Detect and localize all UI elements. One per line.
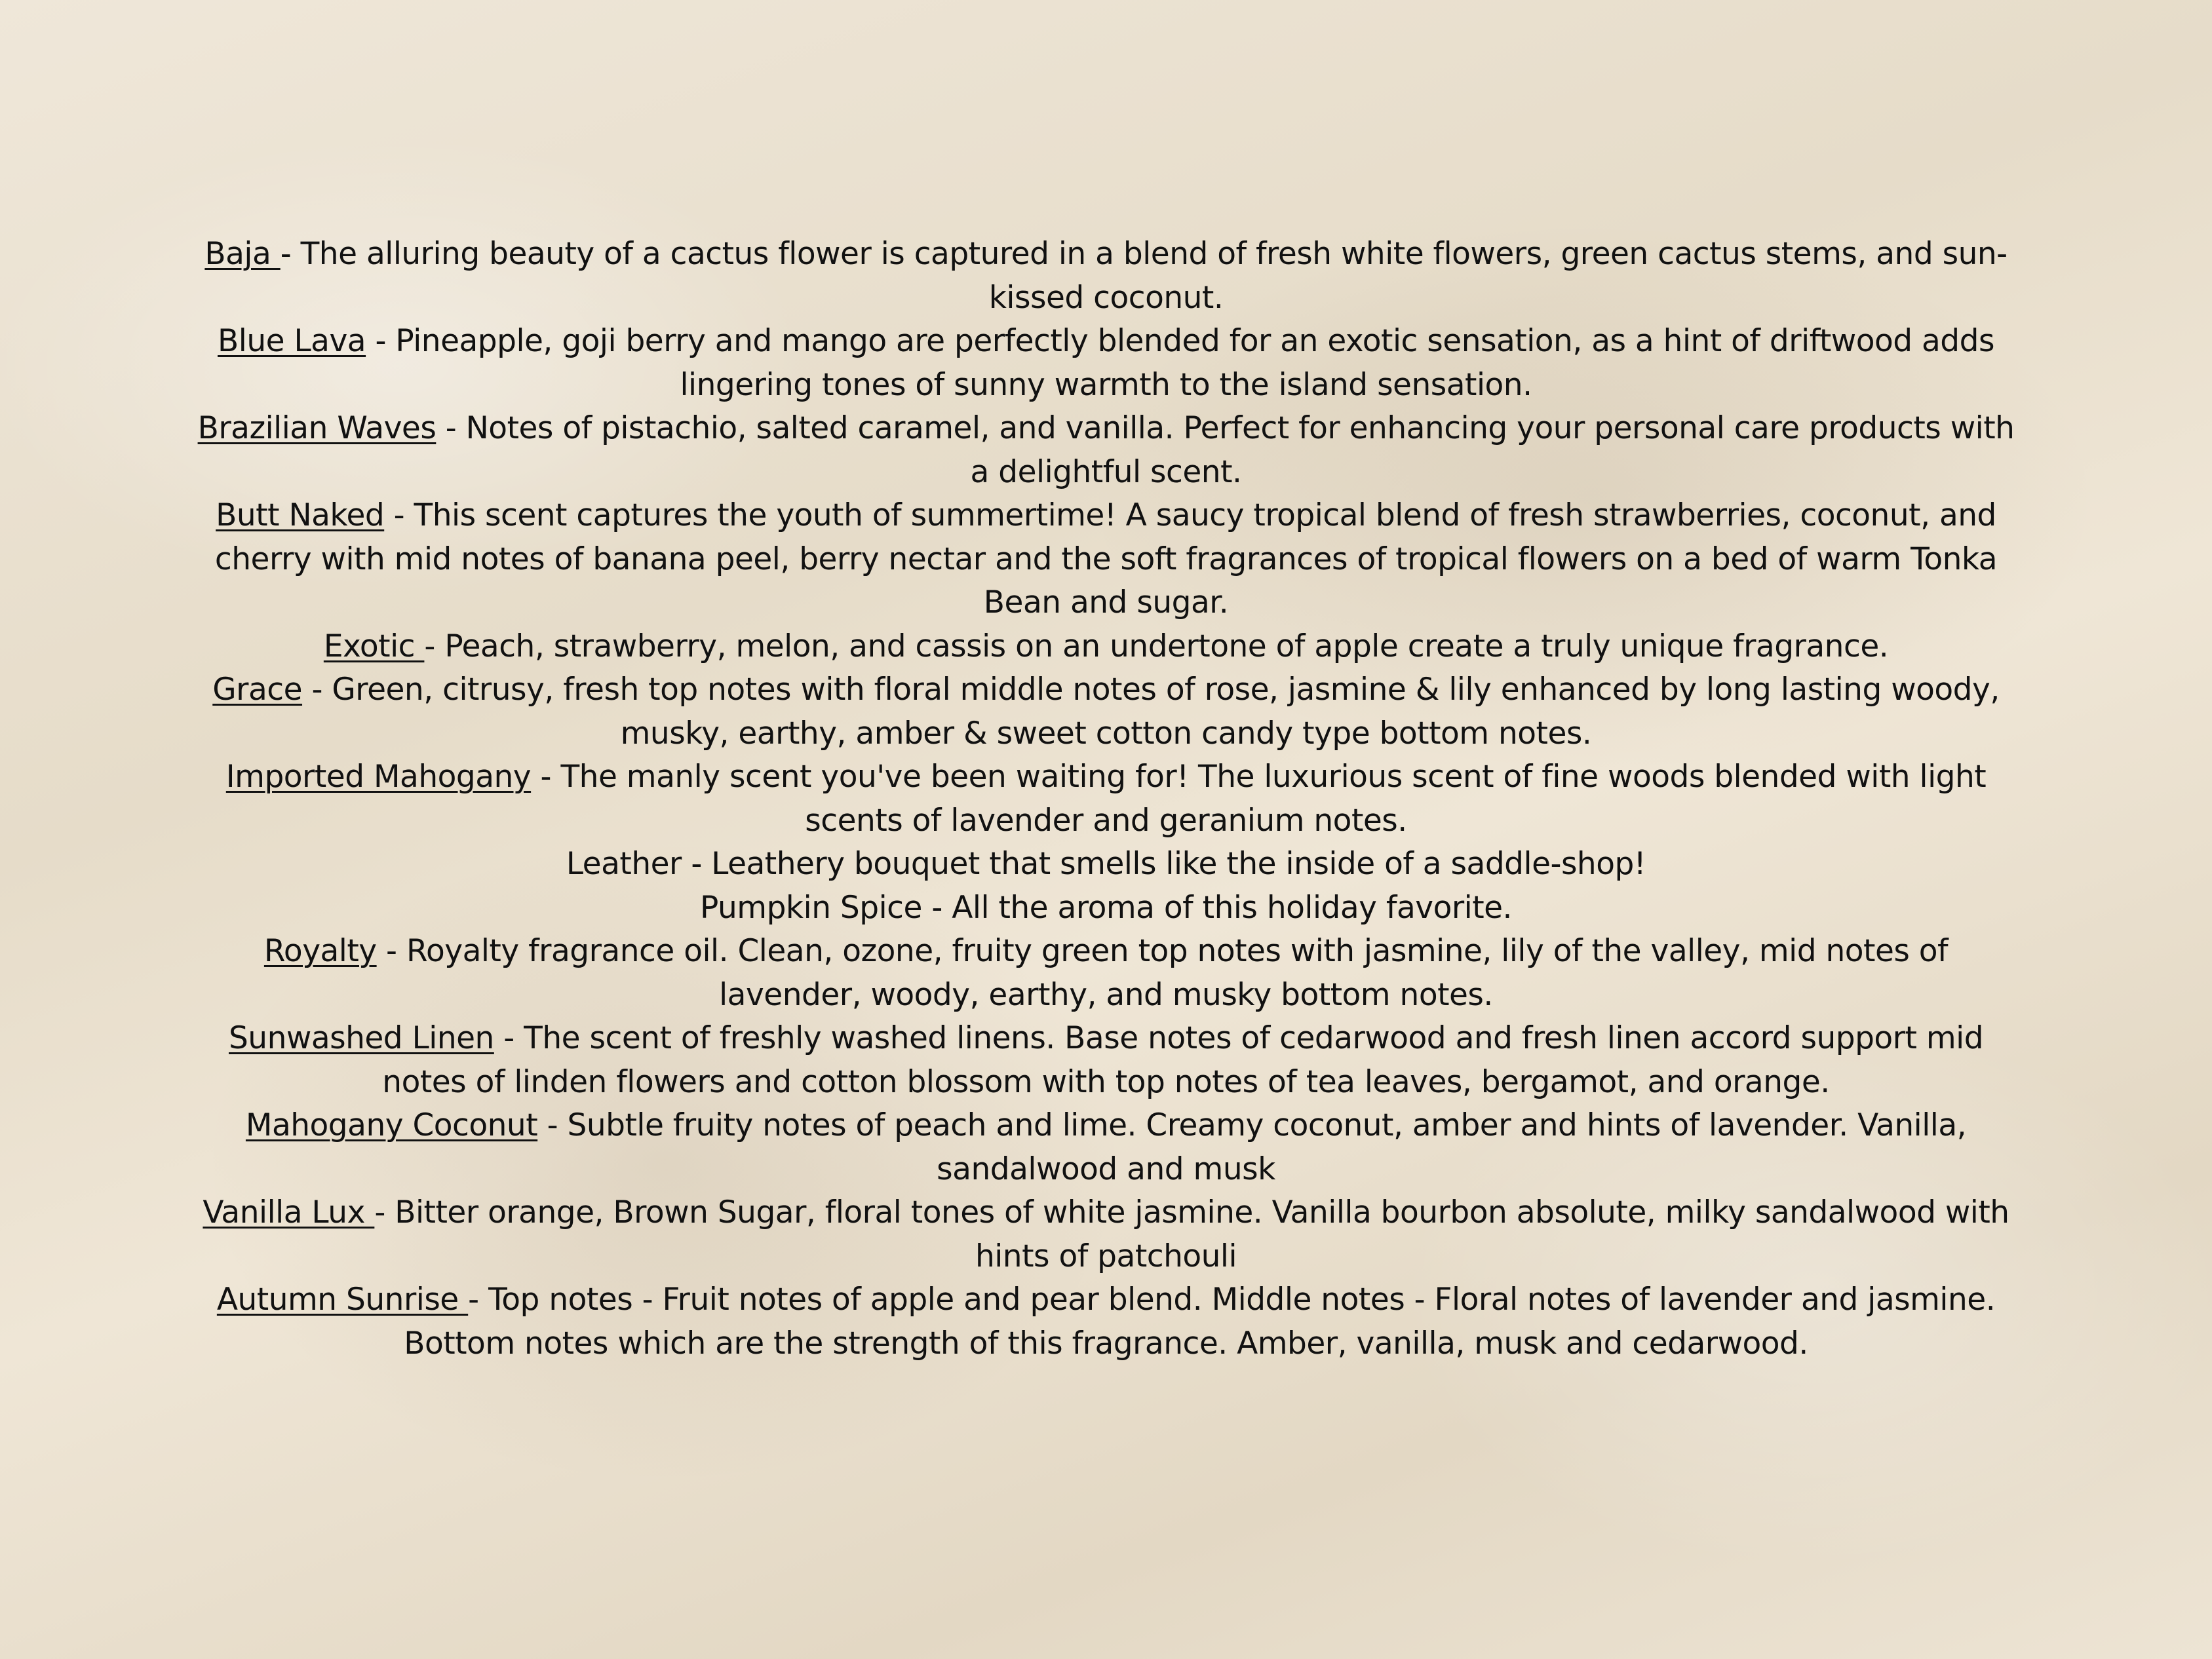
fragrance-name-royalty[interactable]: Royalty [263,933,377,969]
fragrance-description-imported-mahogany: - The manly scent you've been waiting for! The luxurious scent of fine woods blended with light scents of lavender and geranium notes. [531,759,1987,839]
fragrance-list [197,233,2015,1365]
fragrance-name-sunwashed-linen[interactable]: Sunwashed Linen [228,1020,494,1056]
fragrance-entry-imported-mahogany [197,755,2015,843]
fragrance-entry-butt-naked [197,494,2015,625]
fragrance-entry-pumpkin-spice [197,887,2015,930]
fragrance-name-autumn-sunrise[interactable]: Autumn Sunrise [216,1282,469,1318]
fragrance-entry-exotic [197,625,2015,669]
fragrance-entry-grace [197,668,2015,755]
fragrance-description-brazilian-waves: - Notes of pistachio, salted caramel, and vanilla. Perfect for enhancing your personal care products with a delightful scent. [436,410,2015,490]
fragrance-entry-leather [197,843,2015,887]
fragrance-name-vanilla-lux[interactable]: Vanilla Lux [203,1194,375,1230]
fragrance-entry-baja [197,233,2015,320]
fragrance-description-butt-naked: - This scent captures the youth of summertime! A saucy tropical blend of fresh strawberries, coconut, and cherry with mid notes of banana peel, berry nectar and the soft fragrances of tropical flowers on a bed of warm Tonka Bean and sugar. [214,497,1998,620]
fragrance-name-mahogany-coconut[interactable]: Mahogany Coconut [245,1107,538,1143]
fragrance-description-baja: - The alluring beauty of a cactus flower is captured in a blend of fresh white flowers, green cactus stems, and sun-kissed coconut. [280,236,2008,316]
fragrance-description-mahogany-coconut: - Subtle fruity notes of peach and lime. Creamy coconut, amber and hints of lavender. Vanilla, sandalwood and musk [537,1107,1967,1187]
fragrance-name-imported-mahogany[interactable]: Imported Mahogany [225,759,532,795]
fragrance-description-royalty: - Royalty fragrance oil. Clean, ozone, fruity green top notes with jasmine, lily of the valley, mid notes of lavender, woody, earthy, and musky bottom notes. [376,933,1949,1013]
fragrance-description-grace: - Green, citrusy, fresh top notes with floral middle notes of rose, jasmine & lily enhanced by long lasting woody, musky, earthy, amber & sweet cotton candy type bottom notes. [302,672,2000,752]
fragrance-entry-vanilla-lux [197,1191,2015,1278]
fragrance-name-butt-naked[interactable]: Butt Naked [216,497,385,533]
fragrance-entry-blue-lava [197,320,2015,407]
fragrance-name-baja[interactable]: Baja [204,236,281,272]
fragrance-description-exotic: - Peach, strawberry, melon, and cassis on an undertone of apple create a truly unique fragrance. [424,628,1889,664]
fragrance-entry-sunwashed-linen [197,1017,2015,1104]
fragrance-description-leather: - Leathery bouquet that smells like the inside of a saddle-shop! [681,846,1646,882]
fragrance-description-sunwashed-linen: - The scent of freshly washed linens. Base notes of cedarwood and fresh linen accord support mid notes of linden flowers and cotton blossom with top notes of tea leaves, bergamot, and orange. [382,1020,1984,1100]
fragrance-name-pumpkin-spice: Pumpkin Spice [700,889,922,926]
fragrance-entry-brazilian-waves [197,407,2015,494]
fragrance-name-leather: Leather [566,846,682,882]
fragrance-entry-royalty [197,930,2015,1017]
fragrance-description-autumn-sunrise: - Top notes - Fruit notes of apple and pear blend. Middle notes - Floral notes of lavender and jasmine. Bottom notes which are the strength of this fragrance. Amber, vanilla, musk and cedarwood. [404,1282,1996,1362]
fragrance-name-grace[interactable]: Grace [212,672,303,708]
fragrance-name-brazilian-waves[interactable]: Brazilian Waves [197,410,437,446]
fragrance-name-exotic[interactable]: Exotic [323,628,425,664]
fragrance-description-pumpkin-spice: - All the aroma of this holiday favorite. [922,889,1512,926]
fragrance-name-blue-lava[interactable]: Blue Lava [218,323,366,359]
fragrance-entry-autumn-sunrise [197,1278,2015,1365]
fragrance-description-vanilla-lux: - Bitter orange, Brown Sugar, floral tones of white jasmine. Vanilla bourbon absolute, milky sandalwood with hints of patchouli [374,1194,2009,1274]
fragrance-entry-mahogany-coconut [197,1104,2015,1191]
fragrance-description-blue-lava: - Pineapple, goji berry and mango are perfectly blended for an exotic sensation, as a hint of driftwood adds lingering tones of sunny warmth to the island sensation. [366,323,1994,403]
